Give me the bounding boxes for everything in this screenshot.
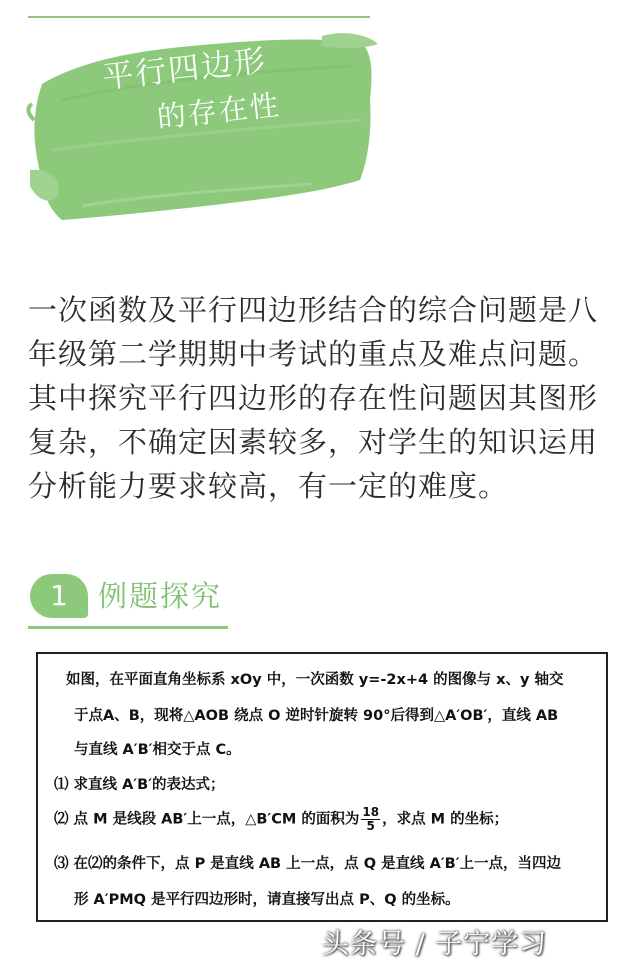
section-title: 例题探究: [98, 579, 223, 613]
question-1: ⑴ 求直线 A′B′的表达式；: [54, 777, 225, 793]
section-underline: [28, 626, 228, 629]
problem-text-line1: 如图，在平面直角坐标系 xOy 中，一次函数 y=-2x+4 的图像与 x、y 轴交: [66, 672, 564, 688]
banner-title-line2: 的存在性: [155, 87, 283, 135]
problem-box: [36, 652, 608, 922]
problem-box-border-right: [606, 652, 608, 922]
problem-text-line2: 于点A、B，现将△AOB 绕点 O 逆时针旋转 90°后得到△A′OB′，直线 AB: [74, 708, 559, 724]
top-divider: [28, 16, 370, 18]
section-number-badge: 1: [30, 574, 88, 618]
problem-text-line3: 与直线 A′B′相交于点 C。: [74, 742, 241, 758]
fraction-denominator: 5: [366, 819, 375, 833]
fraction-numerator: 18: [362, 805, 380, 819]
problem-box-border-left: [36, 652, 38, 922]
intro-paragraph: 一次函数及平行四边形结合的综合问题是八年级第二学期期中考试的重点及难点问题。其中探究平行四边形的存在性问题因其图形复杂，不确定因素较多，对学生的知识运用分析能力要求较高，有一定的难度。: [28, 293, 599, 503]
question-2-text-end: ，求点 M 的坐标；: [382, 811, 509, 828]
problem-box-border-top: [36, 652, 608, 654]
fraction-18-5: [361, 806, 380, 833]
question-2-text: ⑵ 点 M 是线段 AB′上一点，△B′CM 的面积为: [54, 811, 360, 828]
question-3-line2: 形 A′PMQ 是平行四边形时，请直接写出点 P、Q 的坐标。: [74, 892, 460, 908]
banner-title-line1: 平行四边形: [100, 42, 269, 96]
question-3-line1: ⑶ 在⑵的条件下，点 P 是直线 AB 上一点，点 Q 是直线 A′B′上一点，当四边: [54, 856, 562, 872]
watermark: 头条号 / 子宁学习: [322, 929, 548, 960]
question-2: [54, 806, 508, 833]
